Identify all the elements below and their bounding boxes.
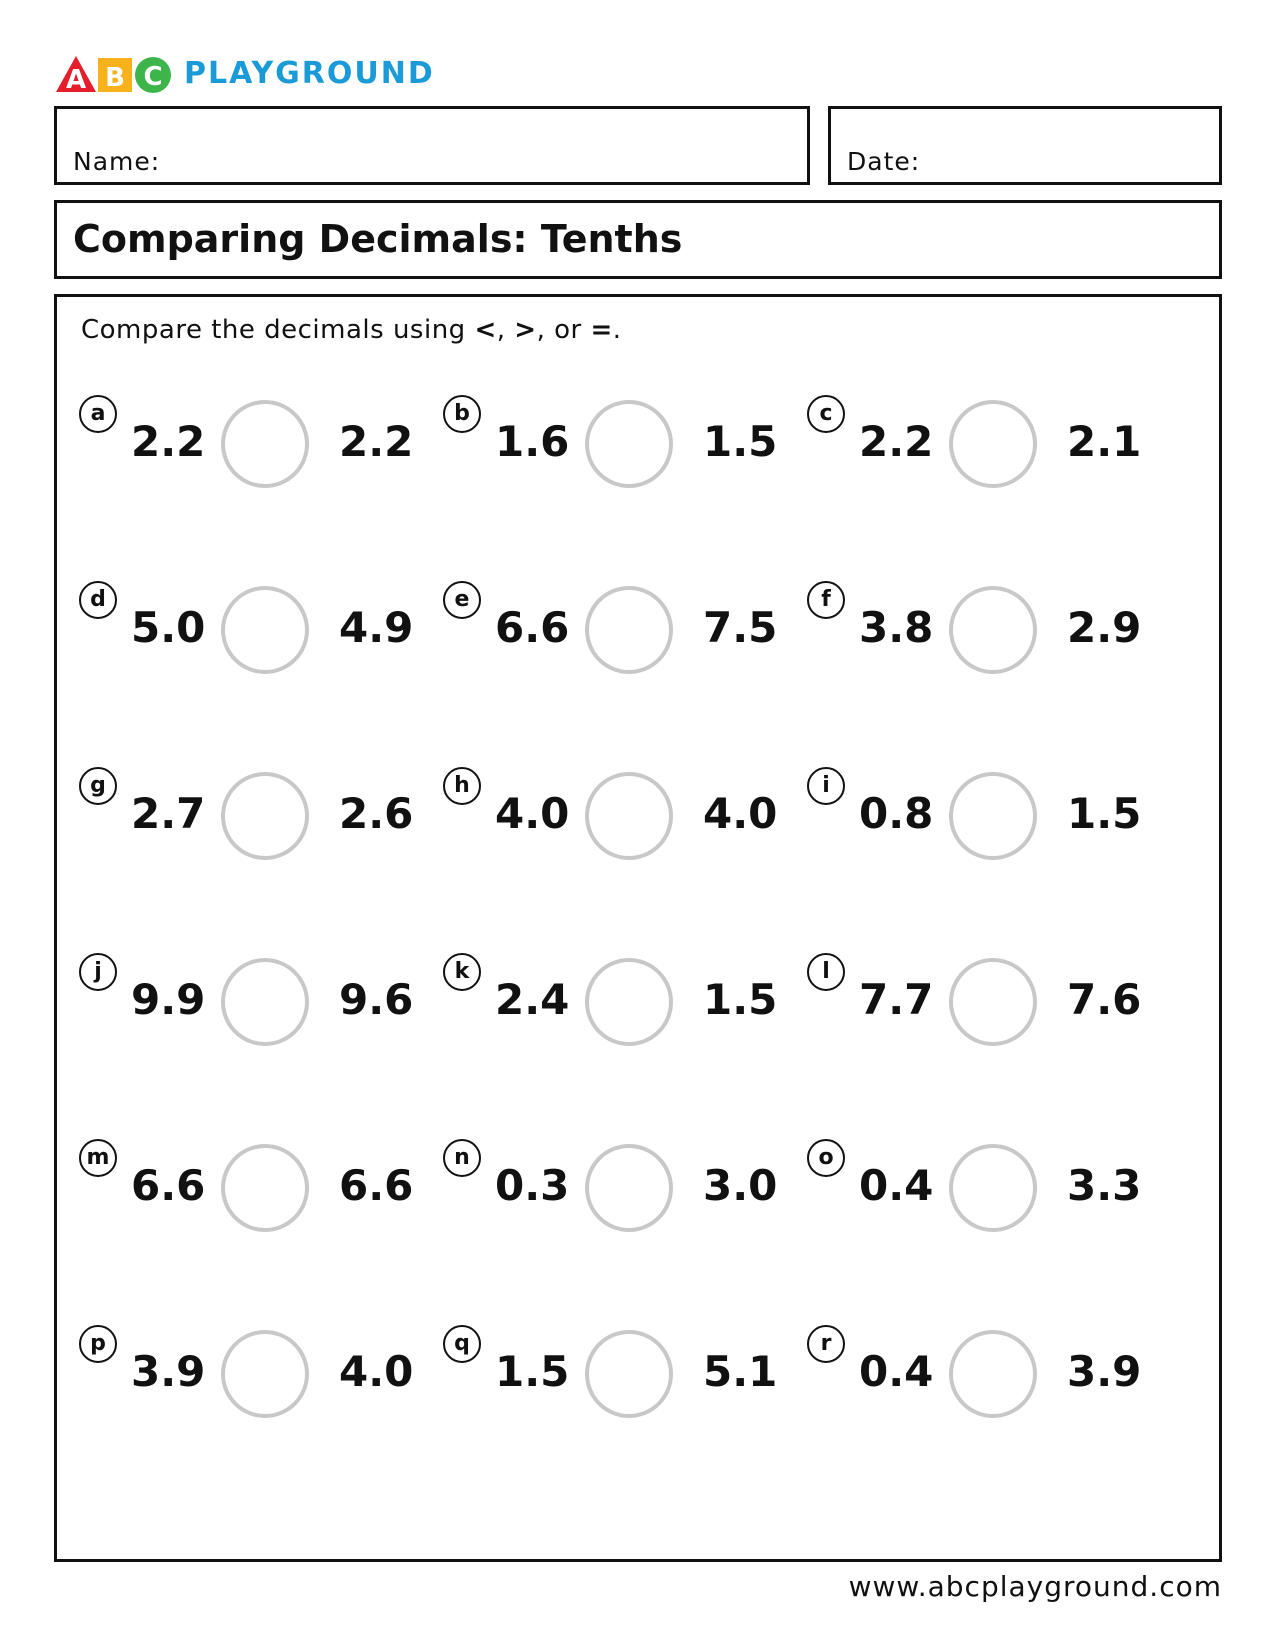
right-decimal: 3.0 (703, 1161, 778, 1210)
right-decimal: 2.6 (339, 789, 414, 838)
worksheet-body (54, 294, 1222, 1562)
abc-playground-logo (54, 54, 435, 94)
right-decimal: 4.9 (339, 603, 414, 652)
right-decimal: 3.9 (1067, 1347, 1142, 1396)
answer-circle[interactable] (221, 772, 309, 860)
left-decimal: 0.3 (495, 1161, 570, 1210)
name-label: Name: (73, 147, 161, 176)
problem-letter-badge: j (79, 953, 117, 991)
problem-item (785, 953, 1170, 1063)
answer-circle[interactable] (585, 586, 673, 674)
problem-letter-badge: m (79, 1139, 117, 1177)
problem-letter-badge: g (79, 767, 117, 805)
problem-item (421, 953, 806, 1063)
problem-item (57, 395, 442, 505)
problem-letter-badge: f (807, 581, 845, 619)
problem-letter-badge: o (807, 1139, 845, 1177)
name-field[interactable] (54, 106, 810, 185)
problem-letter-badge: l (807, 953, 845, 991)
problem-item (421, 767, 806, 877)
answer-circle[interactable] (221, 1330, 309, 1418)
left-decimal: 9.9 (131, 975, 206, 1024)
answer-circle[interactable] (949, 958, 1037, 1046)
problem-letter-badge: a (79, 395, 117, 433)
right-decimal: 4.0 (339, 1347, 414, 1396)
answer-circle[interactable] (585, 1144, 673, 1232)
problem-letter-badge: i (807, 767, 845, 805)
problem-item (421, 581, 806, 691)
left-decimal: 0.8 (859, 789, 934, 838)
problem-letter-badge: r (807, 1325, 845, 1363)
problem-item (57, 953, 442, 1063)
less-than-symbol: < (474, 315, 497, 345)
answer-circle[interactable] (221, 1144, 309, 1232)
problem-item (785, 581, 1170, 691)
worksheet-title: Comparing Decimals: Tenths (73, 217, 683, 261)
answer-circle[interactable] (221, 400, 309, 488)
left-decimal: 1.5 (495, 1347, 570, 1396)
answer-circle[interactable] (949, 400, 1037, 488)
right-decimal: 7.5 (703, 603, 778, 652)
problem-item (57, 581, 442, 691)
left-decimal: 1.6 (495, 417, 570, 466)
instructions-prefix: Compare the decimals using (81, 315, 475, 345)
logo-letter-b: B (105, 63, 125, 93)
left-decimal: 5.0 (131, 603, 206, 652)
title-box (54, 200, 1222, 279)
problem-letter-badge: n (443, 1139, 481, 1177)
problem-item (421, 395, 806, 505)
answer-circle[interactable] (949, 1330, 1037, 1418)
right-decimal: 9.6 (339, 975, 414, 1024)
footer-url: www.abcplayground.com (848, 1570, 1222, 1603)
left-decimal: 6.6 (495, 603, 570, 652)
problem-item (57, 767, 442, 877)
problem-letter-badge: d (79, 581, 117, 619)
right-decimal: 6.6 (339, 1161, 414, 1210)
logo-wordmark: PLAYGROUND (184, 56, 435, 91)
left-decimal: 7.7 (859, 975, 934, 1024)
logo-letter-c: C (143, 62, 163, 92)
problem-letter-badge: q (443, 1325, 481, 1363)
problem-item (785, 1325, 1170, 1435)
right-decimal: 1.5 (1067, 789, 1142, 838)
right-decimal: 2.1 (1067, 417, 1142, 466)
right-decimal: 2.9 (1067, 603, 1142, 652)
logo-letter-a: A (65, 65, 87, 94)
left-decimal: 0.4 (859, 1161, 934, 1210)
problem-item (421, 1139, 806, 1249)
problem-item (57, 1325, 442, 1435)
abc-logo-icon (54, 54, 178, 94)
problem-letter-badge: e (443, 581, 481, 619)
problem-letter-badge: p (79, 1325, 117, 1363)
problem-letter-badge: h (443, 767, 481, 805)
left-decimal: 2.2 (859, 417, 934, 466)
answer-circle[interactable] (949, 1144, 1037, 1232)
answer-circle[interactable] (585, 772, 673, 860)
left-decimal: 3.9 (131, 1347, 206, 1396)
problem-item (785, 767, 1170, 877)
answer-circle[interactable] (585, 1330, 673, 1418)
right-decimal: 1.5 (703, 975, 778, 1024)
problem-item (785, 395, 1170, 505)
left-decimal: 3.8 (859, 603, 934, 652)
problem-item (785, 1139, 1170, 1249)
right-decimal: 7.6 (1067, 975, 1142, 1024)
answer-circle[interactable] (949, 772, 1037, 860)
problem-letter-badge: k (443, 953, 481, 991)
answer-circle[interactable] (949, 586, 1037, 674)
right-decimal: 1.5 (703, 417, 778, 466)
greater-than-symbol: > (514, 315, 537, 345)
instructions-sep1: , (496, 315, 515, 345)
problem-letter-badge: c (807, 395, 845, 433)
left-decimal: 2.7 (131, 789, 206, 838)
problem-item (57, 1139, 442, 1249)
answer-circle[interactable] (585, 958, 673, 1046)
problem-item (421, 1325, 806, 1435)
instructions-suffix: . (612, 315, 622, 345)
left-decimal: 4.0 (495, 789, 570, 838)
instructions-sep2: , or (536, 315, 591, 345)
answer-circle[interactable] (221, 958, 309, 1046)
left-decimal: 2.4 (495, 975, 570, 1024)
right-decimal: 5.1 (703, 1347, 778, 1396)
right-decimal: 3.3 (1067, 1161, 1142, 1210)
answer-circle[interactable] (221, 586, 309, 674)
date-field[interactable] (828, 106, 1222, 185)
right-decimal: 2.2 (339, 417, 414, 466)
answer-circle[interactable] (585, 400, 673, 488)
left-decimal: 6.6 (131, 1161, 206, 1210)
left-decimal: 0.4 (859, 1347, 934, 1396)
left-decimal: 2.2 (131, 417, 206, 466)
right-decimal: 4.0 (703, 789, 778, 838)
equals-symbol: = (590, 315, 613, 345)
problem-grid (57, 297, 1219, 1559)
problem-letter-badge: b (443, 395, 481, 433)
date-label: Date: (847, 147, 921, 176)
